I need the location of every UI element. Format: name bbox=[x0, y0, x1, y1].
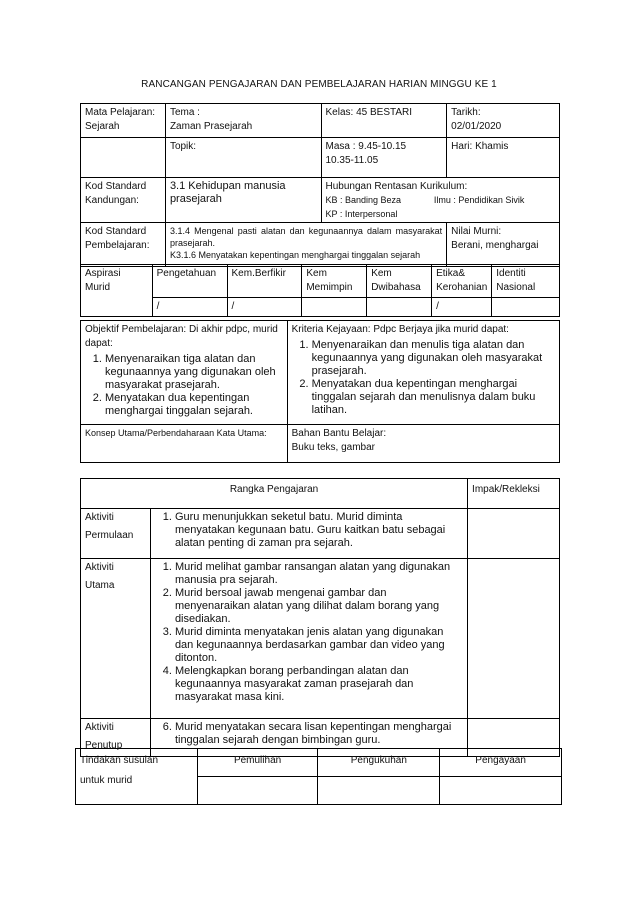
permulaan-label1: Aktiviti bbox=[85, 512, 114, 523]
kriteria-label: Kriteria Kejayaan: Pdpc Berjaya jika murid dapat: bbox=[291, 324, 509, 335]
kriteria-item: 1. Menyenaraikan dan menulis tiga alatan dan kegunaannya yang digunakan oleh masyarakat prasejarah. bbox=[312, 339, 555, 378]
bahan-cell bbox=[287, 425, 559, 463]
objektif-table bbox=[80, 320, 560, 463]
aspirasi-col: Identiti Nasional bbox=[492, 265, 560, 298]
kriteria-cell bbox=[287, 321, 559, 425]
masa-cell bbox=[321, 138, 447, 178]
pengayaan-header: Pengayaan bbox=[440, 749, 562, 777]
masa-line2: 10.35-11.05 bbox=[325, 155, 379, 166]
kod-pembelajaran-value2: K3.1.6 Menyatakan kepentingan menghargai tinggalan sejarah bbox=[169, 250, 421, 260]
aspirasi-mark bbox=[367, 298, 432, 317]
page-title: RANCANGAN PENGAJARAN DAN PEMBELAJARAN HARIAN MINGGU KE 1 bbox=[141, 79, 497, 90]
pengayaan-cell bbox=[440, 777, 562, 805]
utama-label-cell bbox=[81, 559, 151, 719]
objektif-item: 2. Menyatakan dua kepentingan menghargai tinggalan sejarah. bbox=[105, 392, 283, 418]
rangka-table bbox=[80, 478, 560, 757]
kod-kandungan-label2: Kandungan: bbox=[85, 195, 139, 206]
aspirasi-col: Kem Memimpin bbox=[302, 265, 367, 298]
hubungan-ilmu: Ilmu : Pendidikan Sivik bbox=[433, 195, 525, 205]
impak-cell bbox=[468, 509, 560, 559]
kriteria-item: 2. Menyatakan dua kepentingan menghargai tinggalan sejarah dan menulisnya dalam buku latihan. bbox=[312, 378, 555, 417]
kod-pembelajaran-value-cell bbox=[165, 223, 446, 267]
impak-cell bbox=[468, 559, 560, 719]
aspirasi-mark bbox=[492, 298, 560, 317]
tema-value: Zaman Prasejarah bbox=[169, 121, 253, 132]
pengukuhan-header: Pengukuhan bbox=[318, 749, 440, 777]
masa-line1: Masa : 9.45-10.15 bbox=[325, 141, 407, 152]
kod-pembelajaran-label2: Pembelajaran: bbox=[85, 240, 150, 251]
aspirasi-label2: Murid bbox=[85, 282, 111, 293]
hubungan-label: Hubungan Rentasan Kurikulum: bbox=[325, 181, 468, 192]
hari-cell: Hari: Khamis bbox=[447, 138, 560, 178]
utama-content bbox=[150, 559, 467, 719]
objektif-cell bbox=[81, 321, 288, 425]
objektif-label: Objektif Pembelajaran: Di akhir pdpc, murid dapat: bbox=[85, 324, 278, 349]
aspirasi-col: Kem.Berfikir bbox=[227, 265, 302, 298]
nilai-label: Nilai Murni: bbox=[451, 226, 502, 237]
pemulihan-cell bbox=[197, 777, 318, 805]
utama-label1: Aktiviti bbox=[85, 562, 114, 573]
tema-cell bbox=[165, 104, 321, 138]
permulaan-label2: Permulaan bbox=[85, 530, 134, 541]
header-table bbox=[80, 103, 560, 267]
tindakan-label1: Tindakan susulan bbox=[80, 755, 159, 766]
hubungan-kp: KP : Interpersonal bbox=[325, 209, 398, 219]
tindakan-label-cell bbox=[76, 749, 198, 805]
kod-kandungan-label1: Kod Standard bbox=[85, 181, 147, 192]
mata-pelajaran-label: Mata Pelajaran: bbox=[85, 107, 156, 118]
bahan-value: Buku teks, gambar bbox=[291, 442, 375, 453]
kod-kandungan-label-cell bbox=[81, 178, 166, 223]
hubungan-kb: KB : Banding Beza bbox=[325, 195, 402, 205]
tindakan-label2: untuk murid bbox=[80, 775, 133, 786]
konsep-cell: Konsep Utama/Perbendaharaan Kata Utama: bbox=[81, 425, 288, 463]
nilai-cell bbox=[447, 223, 560, 267]
kod-kandungan-value: 3.1 Kehidupan manusia prasejarah bbox=[165, 178, 321, 223]
aspirasi-mark: / bbox=[227, 298, 302, 317]
utama-item: 3. Murid diminta menyatakan jenis alatan yang digunakan dan kegunaannya berdasarkan gambar dan video yang ditonton. bbox=[175, 626, 463, 665]
penutup-label1: Aktiviti bbox=[85, 722, 114, 733]
utama-label2: Utama bbox=[85, 580, 115, 591]
topik-cell: Topik: bbox=[165, 138, 321, 178]
penutup-label2: Penutup bbox=[85, 740, 123, 751]
permulaan-label-cell bbox=[81, 509, 151, 559]
tarikh-value: 02/01/2020 bbox=[451, 121, 502, 132]
impak-header: Impak/Rekleksi bbox=[468, 479, 560, 509]
aspirasi-mark: / bbox=[152, 298, 227, 317]
tarikh-cell bbox=[447, 104, 560, 138]
aspirasi-col: Kem Dwibahasa bbox=[367, 265, 432, 298]
aspirasi-mark bbox=[302, 298, 367, 317]
nilai-value: Berani, menghargai bbox=[451, 240, 539, 251]
hubungan-cell bbox=[321, 178, 560, 223]
tindakan-table bbox=[75, 748, 562, 805]
objektif-item: 1. Menyenaraikan tiga alatan dan kegunaannya yang digunakan oleh masyarakat prasejarah. bbox=[105, 353, 283, 392]
tarikh-label: Tarikh: bbox=[451, 107, 481, 118]
aspirasi-mark: / bbox=[432, 298, 492, 317]
aspirasi-col: Etika& Kerohanian bbox=[432, 265, 492, 298]
mata-pelajaran-value: Sejarah bbox=[85, 121, 120, 132]
aspirasi-col: Pengetahuan bbox=[152, 265, 227, 298]
utama-item: 2. Murid bersoal jawab mengenai gambar dan menyenaraikan alatan yang dilihat dalam borang yang disediakan. bbox=[175, 587, 463, 626]
utama-item: 1. Murid melihat gambar ransangan alatan yang digunakan manusia pra sejarah. bbox=[175, 561, 463, 587]
kod-pembelajaran-label1: Kod Standard bbox=[85, 226, 147, 237]
kelas-cell: Kelas: 45 BESTARI bbox=[321, 104, 447, 138]
kod-pembelajaran-label-cell bbox=[81, 223, 166, 267]
pemulihan-header: Pemulihan bbox=[197, 749, 318, 777]
mata-pelajaran-cell bbox=[81, 104, 166, 138]
rangka-header: Rangka Pengajaran bbox=[81, 479, 468, 509]
kod-pembelajaran-value1: 3.1.4 Mengenal pasti alatan dan kegunaannya dalam masyarakat prasejarah. bbox=[169, 226, 443, 248]
aspirasi-label-cell bbox=[81, 265, 153, 317]
pengukuhan-cell bbox=[318, 777, 440, 805]
penutup-item: 6. Murid menyatakan secara lisan kepentingan menghargai tinggalan sejarah dengan bimbingan guru. bbox=[175, 721, 463, 747]
bahan-label: Bahan Bantu Belajar: bbox=[291, 428, 387, 439]
permulaan-item: 1. Guru menunjukkan seketul batu. Murid diminta menyatakan kegunaan batu. Guru kaitkan batu sebagai alatan penting di zaman pra sejarah. bbox=[175, 511, 463, 550]
aspirasi-table bbox=[80, 264, 560, 317]
utama-item: 4. Melengkapkan borang perbandingan alatan dan kegunaannya masyarakat zaman prasejarah dan masyarakat masa kini. bbox=[175, 665, 463, 704]
blank-cell bbox=[81, 138, 166, 178]
permulaan-content bbox=[150, 509, 467, 559]
aspirasi-label1: Aspirasi bbox=[85, 268, 121, 279]
tema-label: Tema : bbox=[169, 107, 200, 118]
